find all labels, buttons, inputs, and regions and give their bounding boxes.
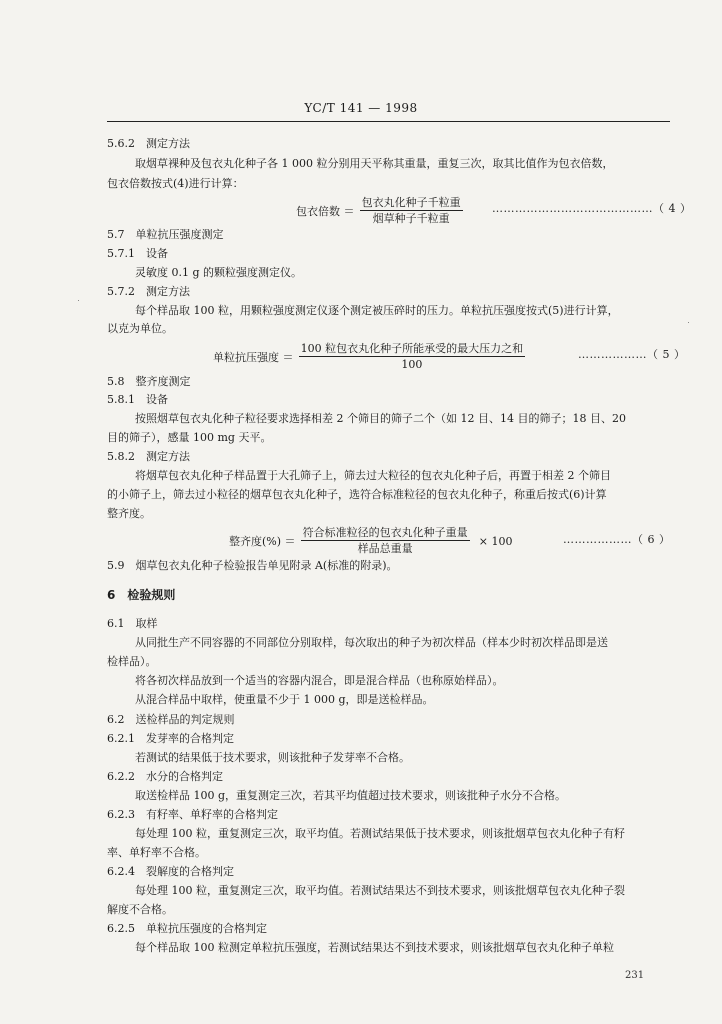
heading-6-2-5: 6.2.5 单粒抗压强度的合格判定: [107, 922, 267, 935]
para-5-6-2-line1: 取烟草裸种及包衣丸化种子各 1 000 粒分别用天平称其重量，重复三次，取其比值作为包衣倍数，: [135, 157, 614, 170]
formula-6: [229, 526, 512, 555]
formula-6-multiplier: × 100: [478, 535, 513, 548]
header-rule: [107, 121, 670, 122]
para-6-2-3-line1: 每处理 100 粒，重复测定三次，取平均值。若测试结果低于技术要求，则该批烟草包衣丸化种子有籽: [135, 827, 625, 840]
formula-6-fraction: [301, 526, 470, 555]
para-5-7-1: 灵敏度 0.1 g 的颗粒强度测定仪。: [135, 266, 303, 279]
heading-5-8-1: 5.8.1 设备: [107, 393, 168, 406]
heading-5-7-2: 5.7.2 测定方法: [107, 285, 190, 298]
heading-6-2-2: 6.2.2 水分的合格判定: [107, 770, 223, 783]
scan-speck: [78, 300, 79, 301]
formula-5-number: ………………（ 5 ）: [578, 348, 686, 361]
para-6-2-3-line2: 率、单籽率不合格。: [107, 846, 206, 859]
heading-6-2-4: 6.2.4 裂解度的合格判定: [107, 865, 234, 878]
formula-4-fraction: [360, 196, 463, 225]
para-6-1-line1: 从同批生产不同容器的不同部位分别取样，每次取出的种子为初次样品（样本少时初次样品即是送: [135, 636, 608, 649]
heading-6-1: 6.1 取样: [107, 617, 158, 630]
para-6-2-4-line1: 每处理 100 粒，重复测定三次，取平均值。若测试结果达不到技术要求，则该批烟草包衣丸化种子裂: [135, 884, 625, 897]
para-5-8-2-line1: 将烟草包衣丸化种子样品置于大孔筛子上，筛去过大粒径的包衣丸化种子后，再置于相差 2 个筛目: [135, 469, 611, 482]
heading-6-2: 6.2 送检样品的判定规则: [107, 713, 235, 726]
heading-5-7: 5.7 单粒抗压强度测定: [107, 228, 224, 241]
heading-5-6-2: 5.6.2 测定方法: [107, 137, 190, 150]
para-6-2-5-line1: 每个样品取 100 粒测定单粒抗压强度，若测试结果达不到技术要求，则该批烟草包衣丸化种子单粒: [135, 941, 614, 954]
para-5-8-1-line2: 目的筛子），感量 100 mg 天平。: [107, 431, 272, 444]
para-5-8-2-line2: 的小筛子上，筛去过小粒径的烟草包衣丸化种子，选符合标准粒径的包衣丸化种子，称重后按式(6)计算: [107, 488, 607, 501]
formula-6-numerator: 符合标准粒径的包衣丸化种子重量: [302, 526, 468, 539]
heading-5-8: 5.8 整齐度测定: [107, 375, 191, 388]
para-5-6-2-line2: 包衣倍数按式(4)进行计算：: [107, 177, 244, 190]
para-6-2-1: 若测试的结果低于技术要求，则该批种子发芽率不合格。: [135, 751, 410, 764]
para-6-1-line2: 检样品）。: [107, 655, 157, 668]
formula-4-label: 包衣倍数 ＝: [296, 205, 355, 218]
heading-6-2-1: 6.2.1 发芽率的合格判定: [107, 732, 234, 745]
formula-6-number: ………………（ 6 ）: [563, 533, 671, 546]
para-6-2-4-line2: 解度不合格。: [107, 903, 173, 916]
para-5-7-2-line1: 每个样品取 100 粒，用颗粒强度测定仪逐个测定被压碎时的压力。单粒抗压强度按式(5)进行计算，: [135, 304, 619, 317]
formula-4-number: ……………………………………（ 4 ）: [492, 202, 692, 215]
formula-6-label: 整齐度(%) ＝: [229, 535, 296, 548]
para-6-1-line3: 将各初次样品放到一个适当的容器内混合，即是混合样品（也称原始样品）。: [135, 674, 504, 687]
para-5-7-2-line2: 以克为单位。: [107, 322, 173, 335]
para-5-8-2-line3: 整齐度。: [107, 507, 151, 520]
formula-5-label: 单粒抗压强度 ＝: [213, 351, 294, 364]
standard-code: YC/T 141 — 1998: [304, 101, 418, 115]
formula-5: [213, 342, 525, 371]
heading-5-7-1: 5.7.1 设备: [107, 247, 168, 260]
formula-5-numerator: 100 粒包衣丸化种子所能承受的最大压力之和: [300, 342, 524, 355]
heading-6-2-3: 6.2.3 有籽率、单籽率的合格判定: [107, 808, 278, 821]
formula-4-denominator: 烟草种子千粒重: [372, 212, 450, 225]
page-number: 231: [625, 970, 645, 981]
heading-5-8-2: 5.8.2 测定方法: [107, 450, 190, 463]
para-6-2-2: 取送检样品 100 g，重复测定三次，若其平均值超过技术要求，则该批种子水分不合格。: [135, 789, 567, 802]
formula-4: [296, 196, 463, 225]
formula-4-numerator: 包衣丸化种子千粒重: [361, 196, 461, 209]
scan-speck: [688, 322, 689, 323]
para-6-1-line4: 从混合样品中取样，使重量不少于 1 000 g，即是送检样品。: [135, 693, 434, 706]
formula-5-denominator: 100: [401, 358, 423, 371]
para-5-8-1-line1: 按照烟草包衣丸化种子粒径要求选择相差 2 个筛目的筛子二个（如 12 目、14 目的筛子；18 目、20: [135, 412, 626, 425]
heading-6: 6 检验规则: [107, 588, 176, 602]
para-5-9: 5.9 烟草包衣丸化种子检验报告单见附录 A(标准的附录)。: [107, 559, 398, 572]
formula-6-denominator: 样品总重量: [357, 542, 413, 555]
formula-5-fraction: [299, 342, 526, 371]
